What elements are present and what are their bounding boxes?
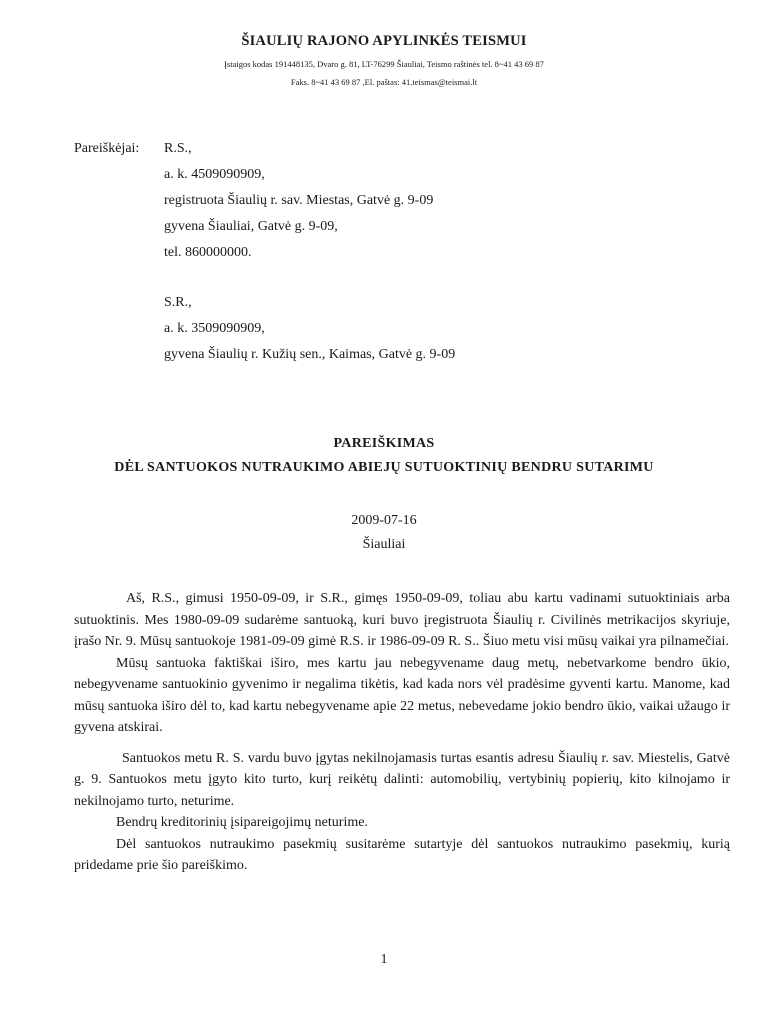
applicant-1-personal-code: a. k. 4509090909,: [164, 167, 265, 182]
document-place: Šiauliai: [362, 537, 406, 552]
body-paragraph-3: Santuokos metu R. S. vardu buvo įgytas nekilnojamasis turtas esantis adresu Šiaulių r. sav. Miestelis, Gatvė g. 9. Santuokos metu įgyto kito turto, kurį reikėtų dalinti: automobilių, vertybinių popierių, kito kilnojamo ir nekilnojamo turto, neturime.: [74, 750, 730, 809]
document-date: 2009-07-16: [351, 513, 417, 528]
applicant-2-name: S.R.,: [164, 295, 192, 310]
applicant-2-personal-code: a. k. 3509090909,: [164, 321, 265, 336]
body-paragraph-2: Mūsų santuoka faktiškai iširo, mes kartu jau nebegyvename daug metų, nebetvarkome bendro ūkio, nebegyvename santuokinio gyvenimo ir negalima tikėtis, kad kada nors vėl pradėsime gyventi kartu. Manome, kad mūsų santuoka iširo dėl to, kad kartu nebegyvename apie 22 metus, nebevedame jokio bendro ūkio, vaikai užaugo ir gyvena atskirai.: [74, 655, 730, 735]
court-info-line-1: Įstaigos kodas 191448135, Dvaro g. 81, LT-76299 Šiauliai, Teismo raštinės tel. 8~41 43 69 87: [224, 59, 544, 69]
applicant-1-phone: tel. 860000000.: [164, 245, 252, 260]
court-info-line-2: Faks. 8~41 43 69 87 ,El. paštas: 41.teismas@teismai.lt: [290, 77, 478, 87]
applicants-label: Pareiškėjai:: [74, 141, 140, 156]
body-paragraph-1: Aš, R.S., gimusi 1950-09-09, ir S.R., gimęs 1950-09-09, toliau abu kartu vadinami sutuoktiniais arba sutuoktinis. Mes 1980-09-09 sudarėme santuoką, kuri buvo įregistruota Šiaulių r. Civilinės metrikacijos skyriuje, įrašo Nr. 9. Mūsų santuokoje 1981-09-09 gimė R.S. ir 1986-09-09 R. S.. Šiuo metu visi mūsų vaikai yra pilnamečiai.: [74, 591, 730, 649]
applicants-details: [164, 136, 704, 368]
body-paragraph-5: Dėl santuokos nutraukimo pasekmių susitarėme sutartyje dėl santuokos nutraukimo pasekmių, kurią pridedame prie šio pareiškimo.: [74, 836, 730, 873]
document-subtitle: DĖL SANTUOKOS NUTRAUKIMO ABIEJŲ SUTUOKTINIŲ BENDRU SUTARIMU: [114, 460, 654, 475]
document-body: [74, 588, 730, 877]
applicant-1-registration: registruota Šiaulių r. sav. Miestas, Gatvė g. 9-09: [164, 193, 434, 208]
document-title: PAREIŠKIMAS: [333, 436, 435, 451]
applicant-2-residence: gyvena Šiaulių r. Kužių sen., Kaimas, Gatvė g. 9-09: [164, 347, 456, 362]
applicant-1-name: R.S.,: [164, 141, 192, 156]
body-paragraph-4: Bendrų kreditorinių įsipareigojimų neturime.: [116, 815, 368, 830]
applicant-separator: [164, 266, 704, 290]
court-name: ŠIAULIŲ RAJONO APYLINKĖS TEISMUI: [241, 33, 527, 49]
page-number: 1: [380, 952, 388, 967]
applicant-1-residence: gyvena Šiauliai, Gatvė g. 9-09,: [164, 219, 338, 234]
